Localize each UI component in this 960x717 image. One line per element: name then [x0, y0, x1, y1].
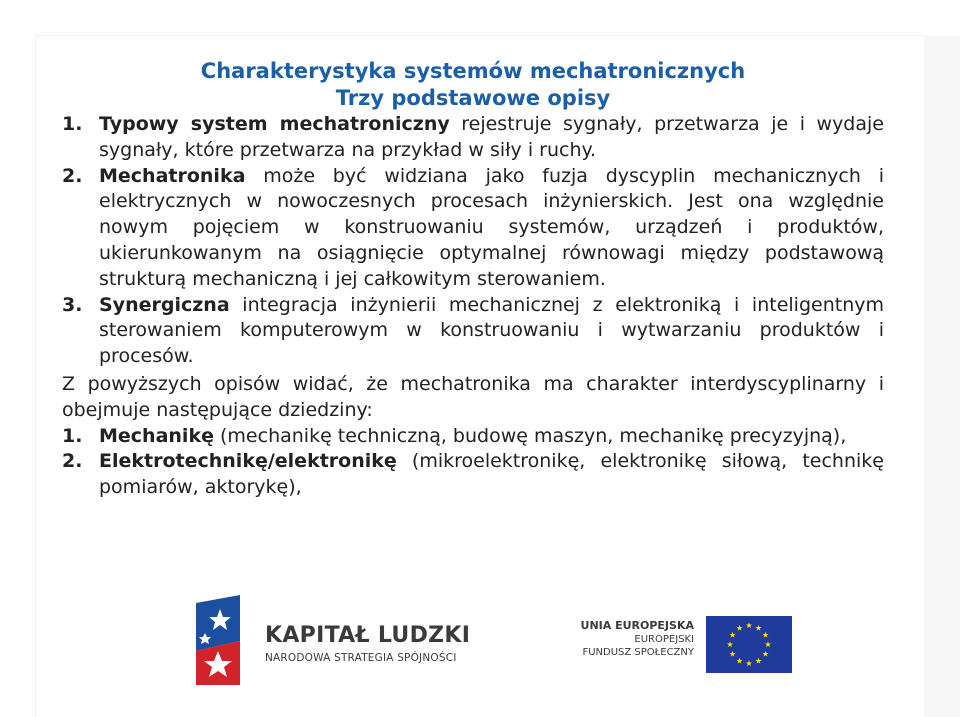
- description-item-1: [62, 112, 884, 164]
- eu-union-label: UNIA EUROPEJSKA: [580, 619, 694, 632]
- description-item-3: [62, 293, 884, 370]
- domain-item-2: [62, 449, 884, 501]
- item-number: 1.: [62, 113, 83, 135]
- title-line-2: Trzy podstawowe opisy: [335, 86, 611, 110]
- item-bold-term: Typowy system mechatroniczny: [99, 113, 450, 135]
- item-number: 2.: [62, 450, 83, 473]
- item-bold-term: Elektrotechnikę/elektronikę: [99, 450, 397, 473]
- kapital-ludzki-flag-icon: [196, 595, 240, 685]
- item-bold-term: Mechanikę: [99, 424, 214, 447]
- eu-social-fund-label: FUNDUSZ SPOŁECZNY: [582, 647, 694, 658]
- slide-title: [62, 58, 884, 112]
- item-bold-term: Synergiczna: [99, 293, 230, 316]
- description-item-2: [62, 164, 884, 293]
- kapital-ludzki-subtitle: NARODOWA STRATEGIA SPÓJNOŚCI: [265, 652, 457, 664]
- item-text: może być widziana jako fuzja dyscyplin mechanicznych i elektrycznych w nowoczesnych procesach inżynierskich. Jest ona względnie nowym pojęciem w konstruowaniu systemów, urządzeń i produktów, ukierunkowanym na osiągnięcie optymalnej równowagi między podstawową strukturą mechaniczną i jej całkowitym sterowaniem.: [99, 164, 884, 290]
- kapital-ludzki-title: KAPITAŁ LUDZKI: [265, 623, 471, 648]
- summary-paragraph: Z powyższych opisów widać, że mechatronika ma charakter interdyscyplinarny i obejmuje następujące dziedziny:: [62, 372, 884, 421]
- domain-item-1: [62, 424, 884, 450]
- eu-fund-label: [578, 619, 694, 659]
- title-line-1: Charakterystyka systemów mechatronicznych: [200, 59, 746, 83]
- item-number: 1.: [62, 424, 83, 447]
- eu-european-label: EUROPEJSKI: [634, 634, 694, 645]
- item-text: rejestruje sygnały, przetwarza je i wydaje sygnały, które przetwarza na przykład w siły i ruchy.: [99, 113, 884, 161]
- funding-footer: [160, 583, 832, 695]
- item-bold-term: Mechatronika: [99, 164, 246, 187]
- item-number: 3.: [62, 293, 83, 316]
- page-edge: [924, 36, 960, 717]
- item-number: 2.: [62, 164, 83, 187]
- item-text: (mikroelektronikę, elektronikę siłową, technikę pomiarów, aktorykę),: [99, 450, 884, 499]
- eu-flag-icon: [706, 616, 792, 673]
- item-text: integracja inżynierii mechanicznej z elektroniką i inteligentnym sterowaniem komputerowym w konstruowaniu i wytwarzaniu produktów i procesów.: [99, 293, 884, 368]
- item-text: (mechanikę techniczną, budowę maszyn, mechanikę precyzyjną),: [213, 424, 847, 447]
- slide-content: [62, 58, 884, 501]
